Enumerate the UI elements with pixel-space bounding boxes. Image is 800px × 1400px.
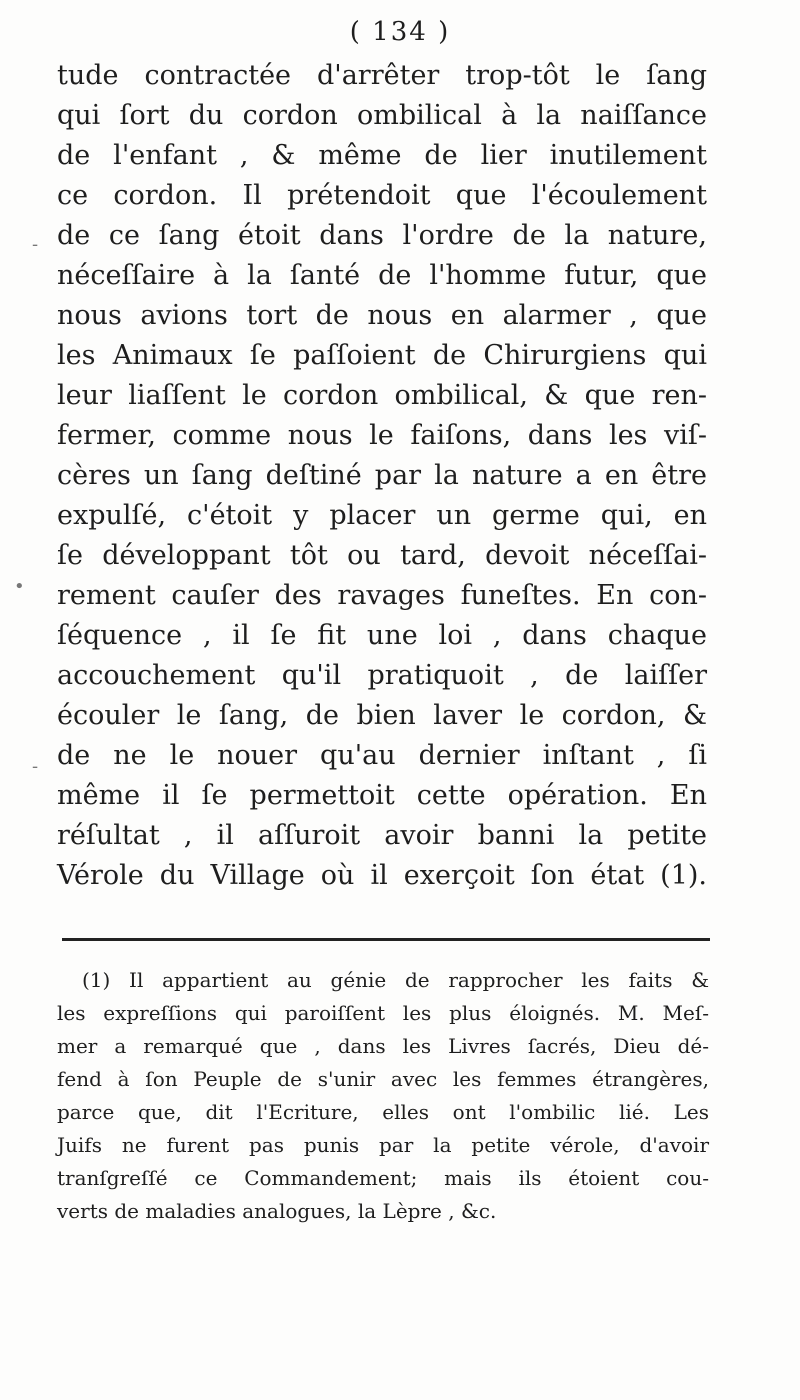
body-line: de l'enfant , & même de lier inutilement (57, 140, 707, 171)
margin-blot-mark: • (14, 576, 25, 597)
footnote-line: verts de maladies analogues, la Lèpre , &c. (57, 1199, 497, 1223)
body-line: accouchement qu'il pratiquoit , de laiſſer (57, 660, 707, 691)
body-line: fermer, comme nous le faiſons, dans les viſ- (57, 420, 707, 451)
footnote-line: fend à ſon Peuple de s'unir avec les femmes étrangères, (57, 1067, 709, 1091)
footnote-line: mer a remarqué que , dans les Livres ſacrés, Dieu dé- (57, 1034, 709, 1058)
page-number: ( 134 ) (349, 17, 451, 47)
footnote-divider (62, 938, 710, 941)
body-line: cères un ſang deſtiné par la nature a en être (57, 460, 707, 491)
footnote-line: tranſgreſſé ce Commandement; mais ils étoient cou- (57, 1166, 709, 1190)
body-line: expulſé, c'étoit y placer un germe qui, en (57, 500, 707, 531)
body-line: réſultat , il aſſuroit avoir banni la petite (57, 820, 707, 851)
footnote-line: (1) Il appartient au génie de rapprocher les faits & (82, 968, 709, 992)
margin-tick-mark: - (32, 756, 39, 777)
body-line: de ne le nouer qu'au dernier inſtant , ſi (57, 740, 707, 771)
footnote-line: les expreſſions qui paroiſſent les plus éloignés. M. Meſ- (57, 1001, 709, 1025)
body-line: les Animaux ſe paſſoient de Chirurgiens qui (57, 340, 707, 371)
body-line: même il ſe permettoit cette opération. En (57, 780, 707, 811)
body-line: tude contractée d'arrêter trop-tôt le ſang (57, 60, 707, 91)
body-line: ſe développant tôt ou tard, devoit néceſſai- (57, 540, 707, 571)
footnote-line: parce que, dit l'Ecriture, elles ont l'ombilic lié. Les (57, 1100, 709, 1124)
body-line: nous avions tort de nous en alarmer , que (57, 300, 707, 331)
body-line: leur liaſſent le cordon ombilical, & que ren- (57, 380, 707, 411)
body-line: néceſſaire à la ſanté de l'homme futur, que (57, 260, 707, 291)
body-line: rement cauſer des ravages funeſtes. En con- (57, 580, 707, 611)
footnote-line: Juifs ne furent pas punis par la petite vérole, d'avoir (57, 1133, 709, 1157)
body-line: ce cordon. Il prétendoit que l'écoulement (57, 180, 707, 211)
body-line: écouler le ſang, de bien laver le cordon, & (57, 700, 707, 731)
margin-tick-mark: - (32, 234, 39, 255)
body-line: Vérole du Village où il exerçoit ſon état (1). (57, 860, 707, 891)
body-line: ſéquence , il ſe fit une loi , dans chaque (57, 620, 707, 651)
body-line: qui ſort du cordon ombilical à la naiſſance (57, 100, 707, 131)
body-line: de ce ſang étoit dans l'ordre de la nature, (57, 220, 707, 251)
